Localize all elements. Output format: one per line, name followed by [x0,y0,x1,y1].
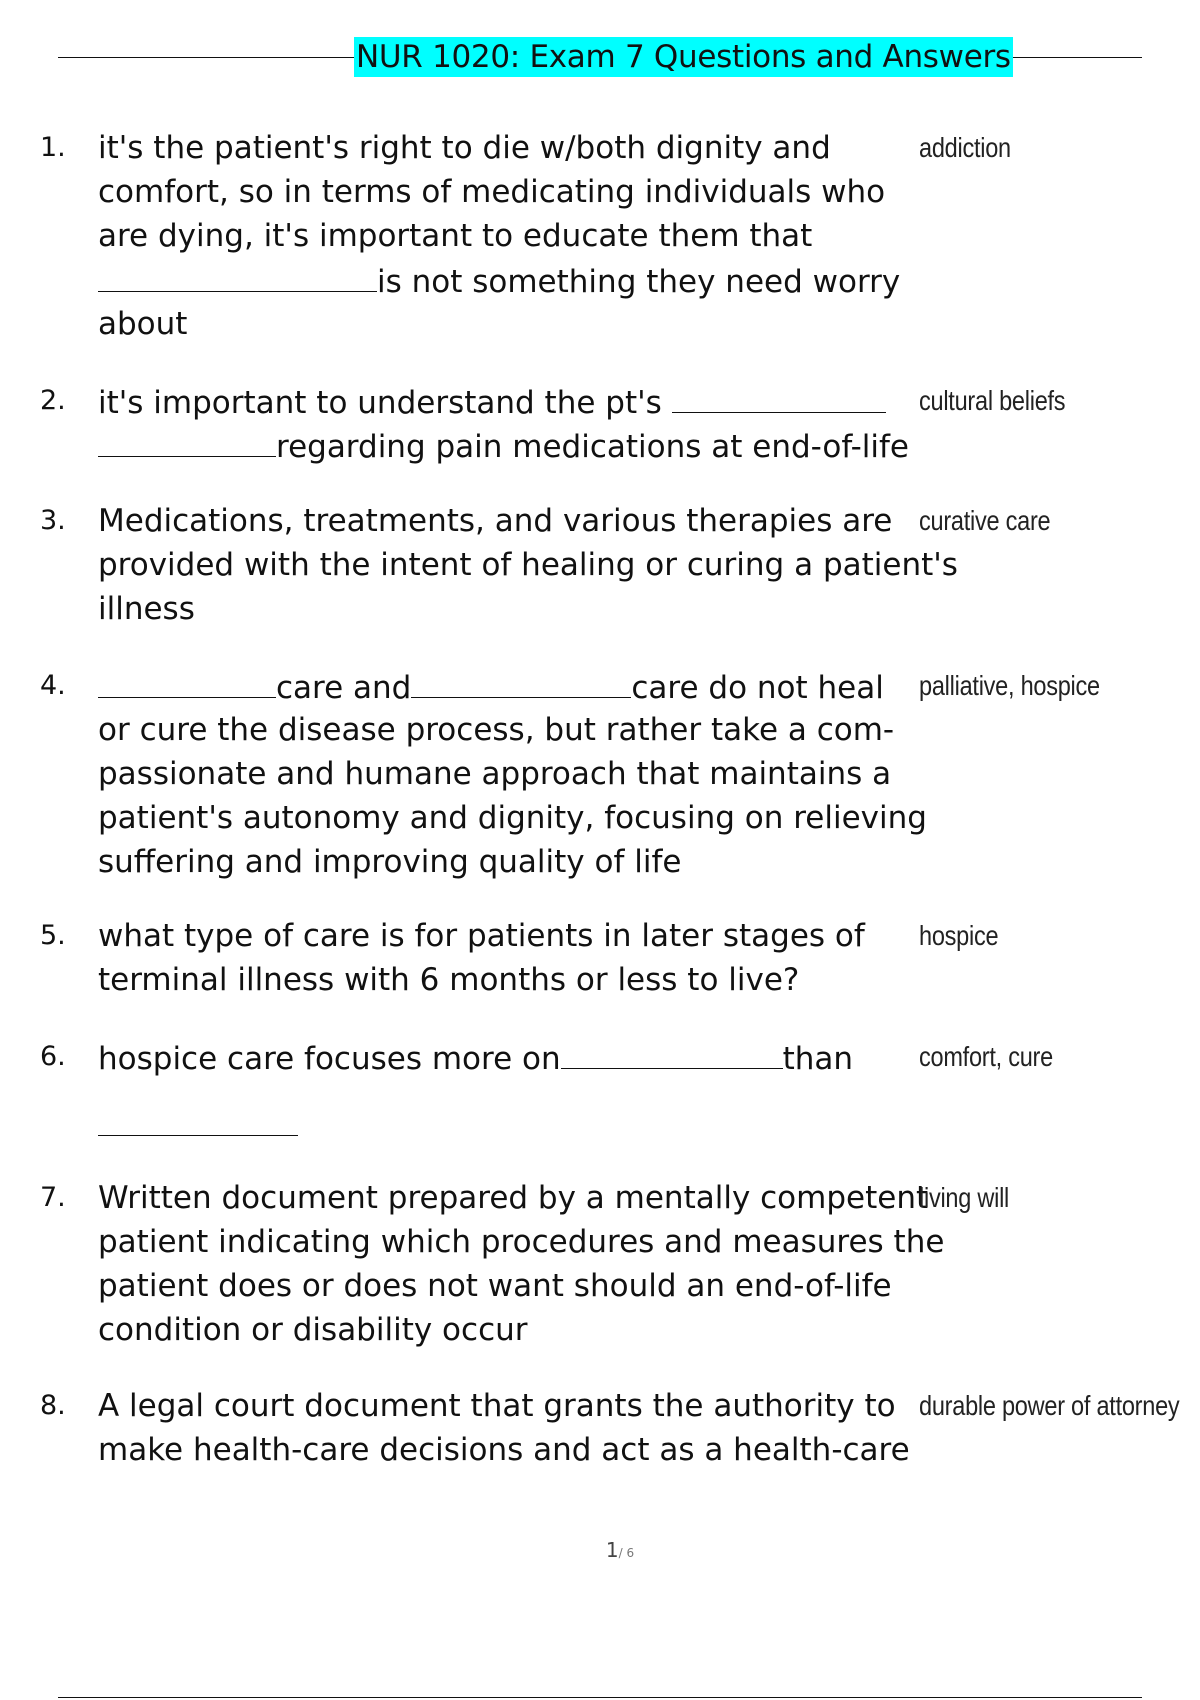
question-line: Medications, treatments, and various therapies are [98,503,893,539]
answer-text: living will [919,1182,1010,1213]
question-text [98,1035,918,1079]
question-number: 1. [40,132,66,163]
question-text [98,1176,945,1352]
question-line: care and [276,670,412,706]
question-text [98,379,918,467]
question-line: A legal court document that grants the authority to [98,1388,896,1424]
question-line: suffering and improving quality of life [98,844,682,880]
question-number: 2. [40,385,66,416]
question-text [98,664,927,884]
answer-text: comfort, cure [919,1041,1053,1072]
question-line: than [782,1041,854,1077]
question-line: provided with the intent of healing or curing a patient's [98,547,958,583]
page-total: / 6 [618,1546,635,1560]
question-number: 4. [40,670,66,701]
question-number: 7. [40,1182,66,1213]
answer-blank [98,258,377,292]
question-text [98,499,958,631]
question-line: patient indicating which procedures and measures the [98,1224,945,1260]
answer-text: addiction [919,132,1011,163]
answer-text: curative care [919,505,1051,536]
question-line: make health-care decisions and act as a health-care [98,1432,910,1468]
answer-text: palliative, hospice [919,670,1100,701]
question-text [98,1384,918,1472]
footer-rule [58,1697,1142,1698]
question-text [98,126,918,346]
question-line: condition or disability occur [98,1312,528,1348]
answer-blank [98,664,276,698]
question-line: it's the patient's right to die w/both dignity and [98,130,831,166]
question-line: terminal illness with 6 months or less to live? [98,962,800,998]
question-text [98,914,918,1002]
question-line: is not something they need worry [377,264,901,300]
page-current: 1 [605,1538,619,1562]
title-row [58,32,1142,82]
question-line: patient does or does not want should an end-of-life [98,1268,892,1304]
answer-blank [98,423,276,457]
page-number [0,1538,1200,1562]
question-number: 5. [40,920,66,951]
question-line: passionate and humane approach that maintains a [98,756,892,792]
question-line: illness [98,591,195,627]
question-line: comfort, so in terms of medicating individuals who [98,174,886,210]
question-line: care do not heal [631,670,884,706]
question-line: hospice care focuses more on [98,1041,561,1077]
question-line: it's important to understand the pt's [98,385,662,421]
answer-text: durable power of attorney [919,1390,1180,1421]
question-line: are dying, it's important to educate them that [98,218,813,254]
answer-text: cultural beliefs [919,385,1066,416]
question-line: regarding pain medications at end-of-life [276,429,910,465]
question-number: 6. [40,1041,66,1072]
question-line: or cure the disease process, but rather take a com- [98,712,895,748]
question-line: Written document prepared by a mentally competent [98,1180,929,1216]
page-title: NUR 1020: Exam 7 Questions and Answers [356,39,1011,75]
question-number: 3. [40,505,66,536]
answer-blank [98,1135,298,1136]
answer-text: hospice [919,920,999,951]
question-number: 8. [40,1390,66,1421]
answer-blank [672,379,886,413]
answer-blank [561,1035,783,1069]
question-line: patient's autonomy and dignity, focusing on relieving [98,800,927,836]
answer-blank [411,664,631,698]
question-line: about [98,306,188,342]
question-line: what type of care is for patients in later stages of [98,918,865,954]
